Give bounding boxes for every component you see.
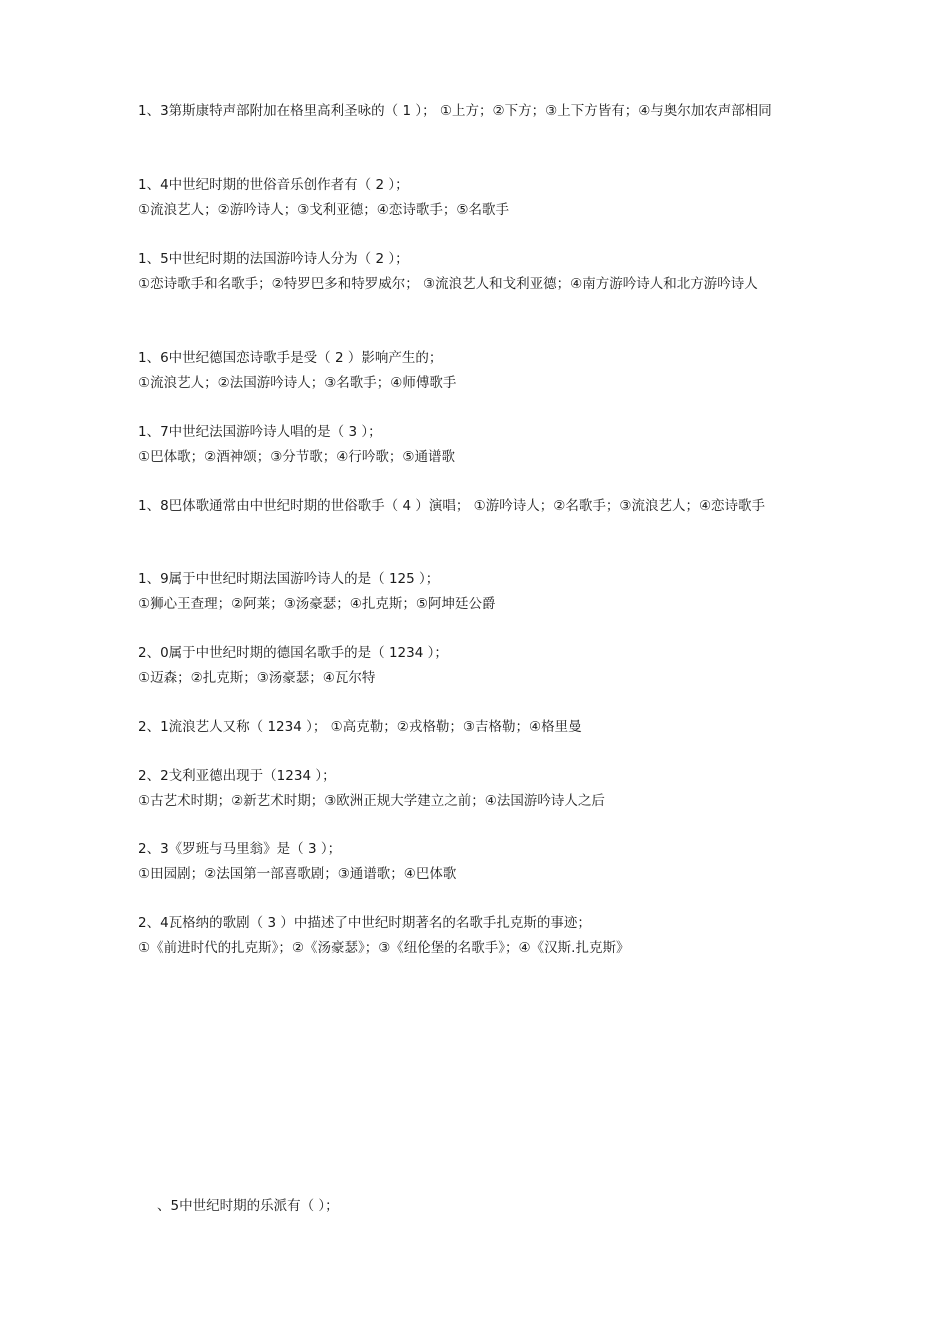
question-options: ①流浪艺人；②游吟诗人；③戈利亚德；④恋诗歌手；⑤名歌手 (138, 202, 510, 218)
question-text: 、5中世纪时期的乐派有（ ）； (157, 1198, 339, 1214)
question-text: 1、9属于中世纪时期法国游吟诗人的是（ 125 ）； (138, 571, 440, 587)
question-2-3 (138, 837, 806, 887)
question-2-4 (138, 911, 806, 961)
question-1-6 (138, 346, 806, 396)
question-options: ①狮心王查理；②阿莱；③汤豪瑟；④扎克斯；⑤阿坤廷公爵 (138, 596, 496, 612)
question-options: ①流浪艺人；②法国游吟诗人；③名歌手；④师傅歌手 (138, 375, 457, 391)
question-text: 1、7中世纪法国游吟诗人唱的是（ 3 ）； (138, 424, 382, 440)
question-text: 1、6中世纪德国恋诗歌手是受（ 2 ）影响产生的； (138, 350, 443, 366)
question-1-5 (138, 247, 806, 297)
question-1-8 (138, 494, 806, 519)
question-options: ①迈森；②扎克斯；③汤豪瑟；④瓦尔特 (138, 670, 376, 686)
question-options: ①古艺术时期；②新艺术时期；③欧洲正规大学建立之前；④法国游吟诗人之后 (138, 793, 605, 809)
question-text: 2、1流浪艺人又称（ 1234 ）； ①高克勒；②戎格勒；③吉格勒；④格里曼 (138, 719, 582, 735)
question-options: ①《前进时代的扎克斯》；②《汤豪瑟》；③《纽伦堡的名歌手》；④《汉斯.扎克斯》 (138, 940, 630, 956)
question-text: 1、3第斯康特声部附加在格里高利圣咏的（ 1 ）； ①上方；②下方；③上下方皆有；④与奥尔加农声部相同 (138, 103, 772, 119)
question-partial-5 (157, 1194, 825, 1219)
question-text: 2、2戈利亚德出现于（1234 ）； (138, 768, 336, 784)
question-1-4 (138, 173, 806, 223)
question-text: 1、4中世纪时期的世俗音乐创作者有（ 2 ）； (138, 177, 409, 193)
question-text: 2、4瓦格纳的歌剧（ 3 ）中描述了中世纪时期著名的名歌手扎克斯的事迹； (138, 915, 591, 931)
question-text: 1、8巴体歌通常由中世纪时期的世俗歌手（ 4 ）演唱； ①游吟诗人；②名歌手；③流浪艺人；④恋诗歌手 (138, 498, 766, 514)
question-text: 2、3《罗班与马里翁》是（ 3 ）； (138, 841, 342, 857)
question-1-9 (138, 567, 806, 617)
question-text: 2、0属于中世纪时期的德国名歌手的是（ 1234 ）； (138, 645, 448, 661)
question-text: 1、5中世纪时期的法国游吟诗人分为（ 2 ）； (138, 251, 409, 267)
question-1-7 (138, 420, 806, 470)
question-2-1 (138, 715, 806, 740)
question-options: ①巴体歌；②酒神颂；③分节歌；④行吟歌；⑤通谱歌 (138, 449, 456, 465)
question-1-3 (138, 99, 806, 124)
question-options: ①恋诗歌手和名歌手；②特罗巴多和特罗威尔； ③流浪艺人和戈利亚德；④南方游吟诗人和北方游吟诗人 (138, 276, 758, 292)
question-options: ①田园剧；②法国第一部喜歌剧；③通谱歌；④巴体歌 (138, 866, 457, 882)
question-2-0 (138, 641, 806, 691)
question-2-2 (138, 764, 806, 814)
